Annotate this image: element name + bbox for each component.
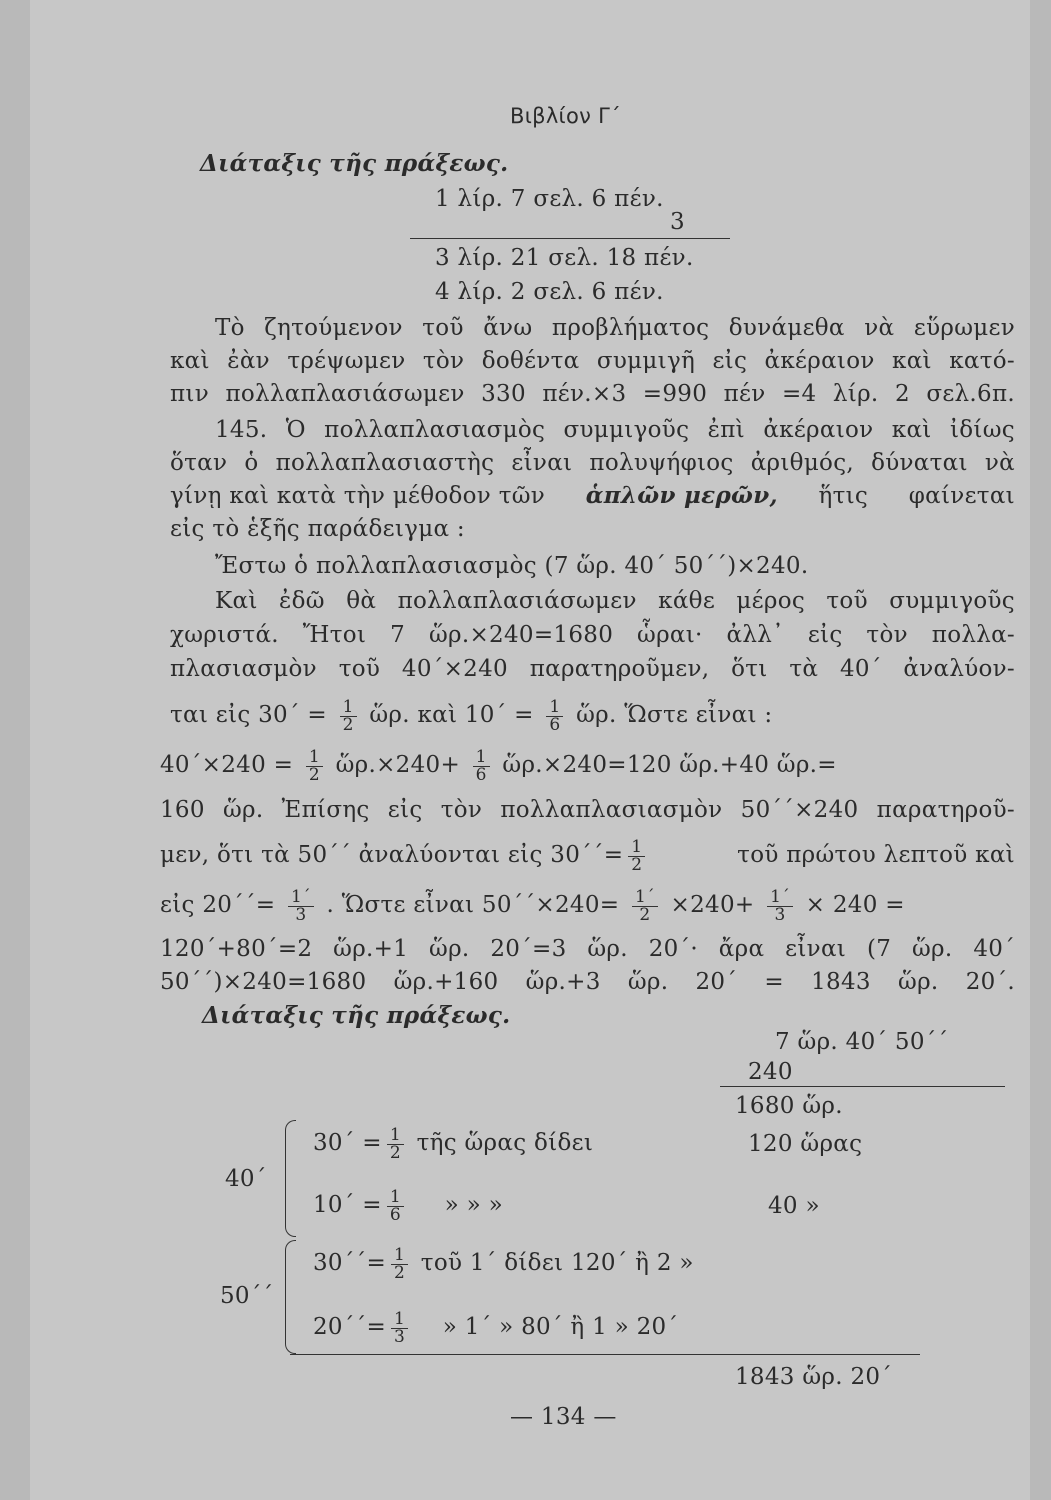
brace-50 — [285, 1240, 296, 1354]
label-50: 50΄΄ — [220, 1283, 274, 1309]
row-20sec-lhs: 20΄΄= — [313, 1314, 387, 1340]
row-30min-desc: τῆς ὥρας δίδει — [416, 1130, 594, 1156]
para2-line3-bold: ἁπλῶν μερῶν, — [585, 482, 778, 509]
fraction-half — [340, 696, 357, 735]
frac-num: 1 — [387, 1127, 404, 1145]
row-20sec-desc: » 1΄ » 80΄ ἢ 1 » 20΄ — [442, 1314, 679, 1340]
eq3-post: τοῦ πρώτου λεπτοῦ καὶ — [737, 842, 1015, 868]
fraction-half-min — [632, 886, 658, 925]
layout-rule-1 — [720, 1086, 1005, 1087]
frac-den: 2 — [389, 1142, 401, 1163]
calc-row-4: 4 λίρ. 2 σελ. 6 πέν. — [435, 279, 664, 305]
para2-line3-post2: φαίνεται — [908, 483, 1015, 509]
para3-line2: Καὶ ἐδῶ θὰ πολλαπλασιάσωμεν κάθε μέρος τοῦ συμμιγοῦς — [215, 588, 1015, 614]
brace-40 — [285, 1120, 296, 1237]
frac-den: 3 — [295, 904, 307, 925]
fraction-half — [391, 1244, 408, 1283]
frac-num: 1 — [546, 699, 563, 717]
para2-line3-pre: γίνῃ καὶ κατὰ τὴν μέθοδον τῶν — [170, 483, 546, 509]
para2-line1: 145. Ὁ πολλαπλασιασμὸς συμμιγοῦς ἐπὶ ἀκέραιον καὶ ἰδίως — [215, 417, 1015, 443]
frac-num: 1΄ — [632, 889, 658, 907]
eq-line-2 — [160, 740, 837, 790]
frac-den: 2 — [639, 904, 651, 925]
frac-den: 3 — [394, 1326, 406, 1347]
eq2-mid: ὥρ.×240+ — [335, 752, 461, 778]
row-10min — [313, 1180, 503, 1230]
fraction-half — [628, 836, 645, 875]
layout-rule-2 — [290, 1354, 920, 1355]
frac-num: 1΄ — [767, 889, 793, 907]
eq1-pre: ται εἰς 30΄ = — [170, 702, 327, 728]
section-title-1: Διάταξις τῆς πράξεως. — [200, 150, 509, 177]
row-30sec-desc: τοῦ 1΄ δίδει 120΄ ἢ 2 » — [420, 1250, 694, 1276]
row-30min — [313, 1118, 593, 1168]
eq-line-4 — [160, 880, 905, 930]
para2-line3-post1: ἥτις — [818, 483, 869, 509]
para2-line3 — [170, 482, 1015, 510]
frac-den: 2 — [308, 764, 320, 785]
frac-num: 1 — [387, 1189, 404, 1207]
para1-line3: πιν πολλαπλασιάσωμεν 330 πέν.×3 =990 πέν =4 λίρ. 2 σελ.6π. — [170, 381, 1015, 407]
frac-den: 6 — [475, 764, 487, 785]
layout-total: 1843 ὥρ. 20΄ — [735, 1364, 893, 1390]
para3-line4: πλασιασμὸν τοῦ 40΄×240 παρατηροῦμεν, ὅτι τὰ 40΄ ἀναλύον- — [170, 656, 1015, 682]
calc-row-3: 3 λίρ. 21 σελ. 18 πέν. — [435, 245, 694, 271]
para2-line2: ὅταν ὁ πολλαπλασιαστὴς εἶναι πολυψήφιος ἀριθμός, δύναται νὰ — [170, 450, 1015, 476]
row-10min-lhs: 10΄ = — [313, 1192, 382, 1218]
fraction-half — [306, 746, 323, 785]
layout-top-3: 1680 ὥρ. — [735, 1093, 843, 1119]
section-title-2: Διάταξις τῆς πράξεως. — [202, 1002, 511, 1029]
eq-line-1 — [170, 690, 772, 740]
eq3-left — [160, 830, 650, 880]
layout-top-2: 240 — [748, 1059, 793, 1085]
eq-line-3 — [160, 830, 1015, 880]
row-20sec — [313, 1302, 678, 1352]
fraction-half — [387, 1124, 404, 1163]
frac-num: 1 — [391, 1311, 408, 1329]
frac-den: 6 — [389, 1204, 401, 1225]
frac-den: 2 — [394, 1262, 406, 1283]
book-page — [30, 0, 1030, 1500]
fraction-third-min — [288, 886, 314, 925]
row-30min-lhs: 30΄ = — [313, 1130, 382, 1156]
frac-num: 1 — [306, 749, 323, 767]
eq4-post: × 240 = — [805, 892, 905, 918]
frac-num: 1 — [473, 749, 490, 767]
page-number: — 134 — — [510, 1404, 617, 1430]
line-120: 120΄+80΄=2 ὥρ.+1 ὥρ. 20΄=3 ὥρ. 20΄· ἄρα εἶναι (7 ὥρ. 40΄ — [160, 936, 1015, 962]
eq4-pre: εἰς 20΄΄= — [160, 892, 276, 918]
frac-den: 2 — [342, 714, 354, 735]
row-10min-ditto: » » » — [444, 1192, 503, 1218]
eq4-mid2: ×240+ — [670, 892, 755, 918]
calc-multiplier: 3 — [670, 209, 685, 235]
row-30min-result: 120 ὥρας — [748, 1131, 863, 1157]
frac-den: 2 — [631, 854, 643, 875]
layout-top-1: 7 ὥρ. 40΄ 50΄΄ — [775, 1029, 949, 1055]
eq2-pre: 40΄×240 = — [160, 752, 294, 778]
row-30sec-lhs: 30΄΄= — [313, 1250, 387, 1276]
frac-num: 1΄ — [288, 889, 314, 907]
eq3-pre: μεν, ὅτι τὰ 50΄΄ ἀναλύονται εἰς 30΄΄= — [160, 842, 624, 868]
frac-num: 1 — [340, 699, 357, 717]
fraction-sixth — [387, 1186, 404, 1225]
calc-rule-1 — [410, 238, 730, 239]
para2-line4: εἰς τὸ ἑξῆς παράδειγμα : — [170, 516, 465, 542]
calc-row-1: 1 λίρ. 7 σελ. 6 πέν. — [435, 186, 664, 212]
eq2-post: ὥρ.×240=120 ὥρ.+40 ὥρ.= — [502, 752, 837, 778]
para3-line3: χωριστά. Ἤτοι 7 ὥρ.×240=1680 ὧραι· ἀλλ᾽ εἰς τὸν πολλα- — [170, 622, 1015, 648]
label-40: 40΄ — [225, 1166, 267, 1192]
fraction-sixth — [546, 696, 563, 735]
para1-line2: καὶ ἐὰν τρέψωμεν τὸν δοθέντα συμμιγῆ εἰς ἀκέραιον καὶ κατό- — [170, 348, 1015, 374]
line-50: 50΄΄)×240=1680 ὥρ.+160 ὥρ.+3 ὥρ. 20΄ = 1843 ὥρ. 20΄. — [160, 969, 1015, 995]
frac-den: 3 — [774, 904, 786, 925]
fraction-third-min-2 — [767, 886, 793, 925]
fraction-third — [391, 1308, 408, 1347]
fraction-sixth — [473, 746, 490, 785]
frac-den: 6 — [549, 714, 561, 735]
para3-line1: Ἔστω ὁ πολλαπλασιασμὸς (7 ὥρ. 40΄ 50΄΄)×240. — [215, 553, 809, 579]
frac-num: 1 — [628, 839, 645, 857]
row-10min-result: 40 » — [768, 1193, 820, 1219]
eq1-mid: ὥρ. καὶ 10΄ = — [369, 702, 534, 728]
row-30sec — [313, 1238, 694, 1288]
eq1-post: ὥρ. Ὥστε εἶναι : — [576, 702, 773, 728]
running-header: Βιβλίον Γ΄ — [510, 104, 621, 128]
para1-line1: Τὸ ζητούμενον τοῦ ἄνω προβλήματος δυνάμεθα νὰ εὕρωμεν — [215, 315, 1015, 341]
frac-num: 1 — [391, 1247, 408, 1265]
line-160: 160 ὥρ. Ἐπίσης εἰς τὸν πολλαπλασιασμὸν 50΄΄×240 παρατηροῦ- — [160, 797, 1015, 823]
eq4-mid: . Ὥστε εἶναι 50΄΄×240= — [326, 892, 620, 918]
